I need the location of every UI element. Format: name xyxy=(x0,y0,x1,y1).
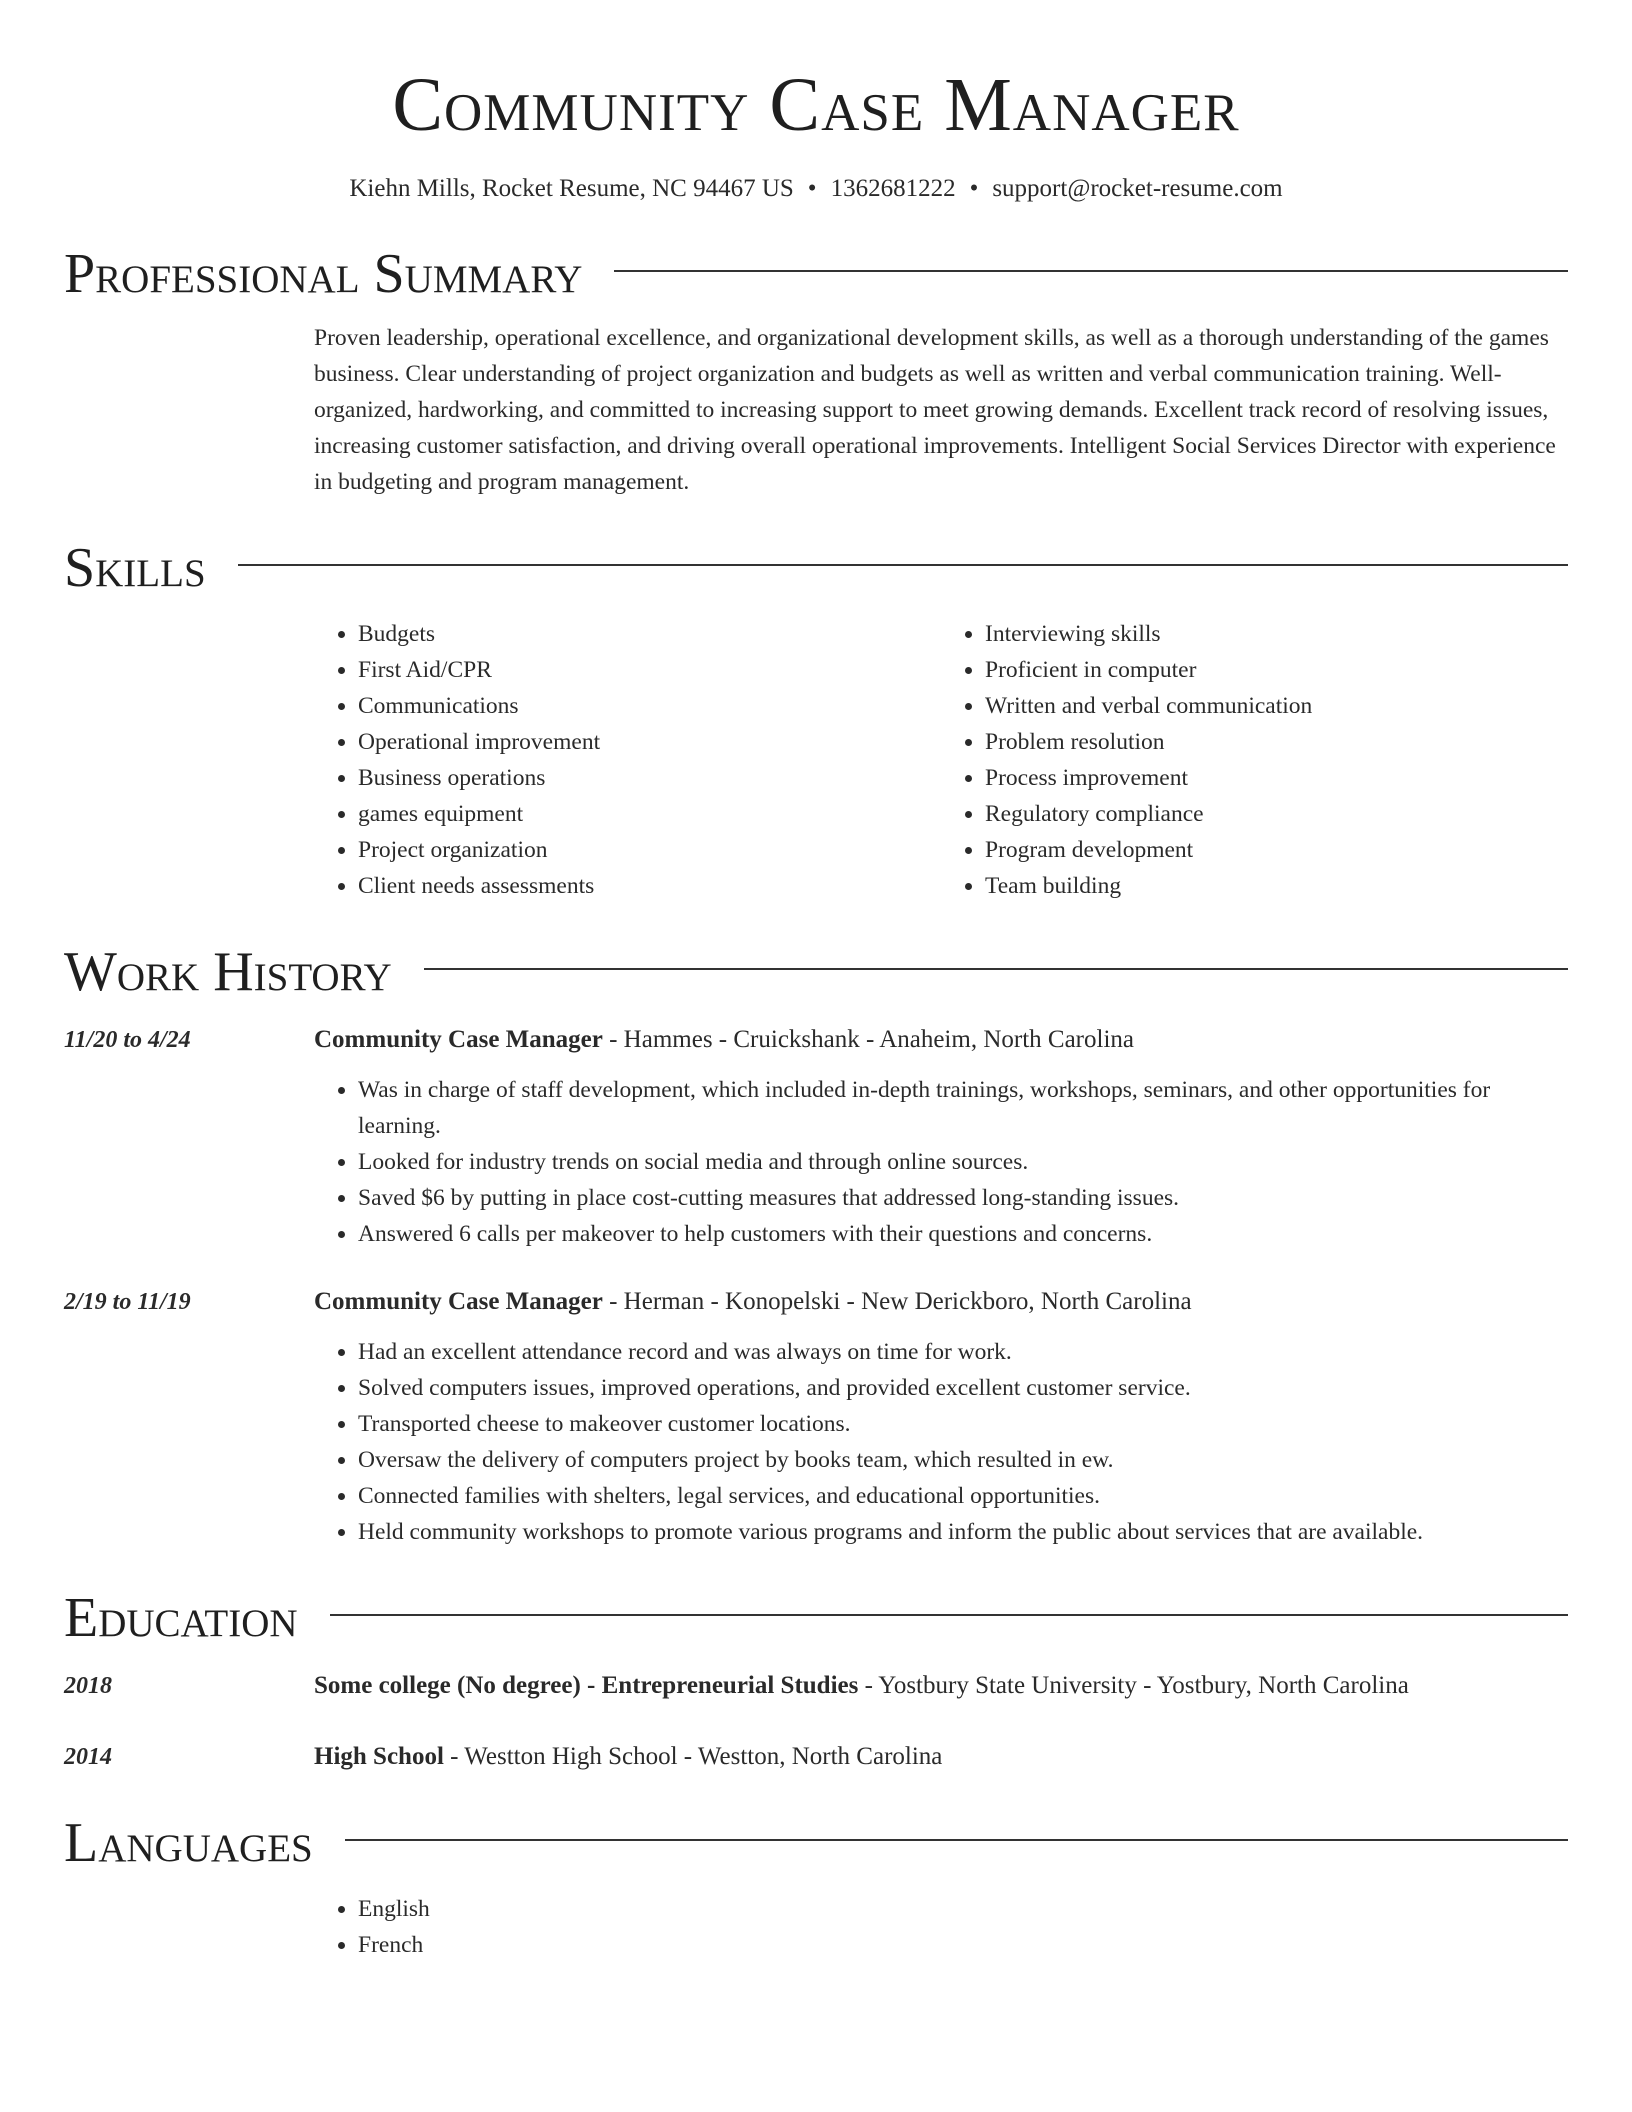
languages-bullets xyxy=(314,1891,1568,1963)
education-section-header xyxy=(64,1586,1568,1650)
skill-item: • Written and verbal communication xyxy=(985,688,1568,724)
job-bullets xyxy=(314,1072,1568,1252)
job-heading xyxy=(314,1022,1568,1058)
job-entry xyxy=(64,1284,1568,1550)
resume-title: Community Case Manager xyxy=(392,63,1240,147)
section-title-summary: Professional Summary xyxy=(64,243,583,305)
job-bullet: • Transported cheese to makeover customer locations. xyxy=(358,1406,1568,1442)
skill-item: • Problem resolution xyxy=(985,724,1568,760)
job-details xyxy=(314,1284,1568,1550)
languages-list xyxy=(314,1891,1568,1963)
job-bullet: • Saved $6 by putting in place cost-cutting measures that addressed long-standing issues. xyxy=(358,1180,1568,1216)
education-entry xyxy=(64,1668,1568,1704)
skills-list xyxy=(314,616,1568,904)
job-employer: - Hammes - Cruickshank - Anaheim, North Carolina xyxy=(602,1026,1134,1053)
job-entry xyxy=(64,1022,1568,1252)
skill-item: • games equipment xyxy=(358,796,941,832)
education-entry xyxy=(64,1739,1568,1775)
skill-item: • Team building xyxy=(985,868,1568,904)
job-dates: 2/19 to 11/19 xyxy=(64,1289,191,1315)
separator-dot: • xyxy=(807,175,817,202)
phone: 1362681222 xyxy=(830,175,956,202)
job-details xyxy=(314,1022,1568,1252)
section-title-languages: Languages xyxy=(64,1812,313,1874)
job-role: Community Case Manager xyxy=(314,1288,603,1315)
job-heading xyxy=(314,1284,1568,1320)
skills-column-left xyxy=(314,616,941,904)
skill-item: • Proficient in computer xyxy=(985,652,1568,688)
education-details xyxy=(314,1668,1409,1704)
education-details xyxy=(314,1739,942,1775)
section-title-skills: Skills xyxy=(64,537,206,599)
education-school: - Westton High School - Westton, North Carolina xyxy=(443,1743,943,1770)
summary-section-header xyxy=(64,242,1568,306)
work-section-header xyxy=(64,940,1568,1004)
section-divider xyxy=(614,270,1568,272)
skill-item: • Communications xyxy=(358,688,941,724)
job-dates: 11/20 to 4/24 xyxy=(64,1027,191,1053)
job-bullet: • Answered 6 calls per makeover to help customers with their questions and concerns. xyxy=(358,1216,1568,1252)
job-bullet: • Had an excellent attendance record and was always on time for work. xyxy=(358,1334,1568,1370)
skills-section-header xyxy=(64,536,1568,600)
summary-text: Proven leadership, operational excellence, and organizational development skills, as well as a thorough understanding of the games business. Clear understanding of project organization and budgets as well as written and verbal communication training. Well-organized, hardworking, and committed to increasing support to meet growing demands. Excellent track record of resolving issues, increasing customer satisfaction, and driving overall operational improvements. Intelligent Social Services Director with experience in budgeting and program management. xyxy=(314,325,1556,495)
address: Kiehn Mills, Rocket Resume, NC 94467 US xyxy=(349,175,794,202)
contact-line xyxy=(64,172,1568,206)
language-item: • English xyxy=(358,1891,1568,1927)
job-bullet: • Held community workshops to promote various programs and inform the public about services that are available. xyxy=(358,1514,1568,1550)
job-employer: - Herman - Konopelski - New Derickboro, North Carolina xyxy=(602,1288,1192,1315)
education-degree: Some college (No degree) - Entrepreneurial Studies xyxy=(314,1672,859,1699)
job-bullet: • Looked for industry trends on social media and through online sources. xyxy=(358,1144,1568,1180)
skill-item: • Operational improvement xyxy=(358,724,941,760)
languages-section-header xyxy=(64,1811,1568,1875)
resume-page xyxy=(64,0,1568,1963)
education-degree: High School xyxy=(314,1743,444,1770)
skill-item: • Program development xyxy=(985,832,1568,868)
education-school: - Yostbury State University - Yostbury, North Carolina xyxy=(858,1672,1409,1699)
skill-item: • Project organization xyxy=(358,832,941,868)
section-divider xyxy=(238,564,1568,566)
job-bullet: • Was in charge of staff development, which included in-depth trainings, workshops, seminars, and other opportunities for learning. xyxy=(358,1072,1568,1144)
education-year: 2014 xyxy=(64,1744,112,1770)
skill-item: • Regulatory compliance xyxy=(985,796,1568,832)
job-bullets xyxy=(314,1334,1568,1550)
job-bullet: • Oversaw the delivery of computers project by books team, which resulted in ew. xyxy=(358,1442,1568,1478)
job-bullet: • Connected families with shelters, legal services, and educational opportunities. xyxy=(358,1478,1568,1514)
skill-item: • Budgets xyxy=(358,616,941,652)
education-year: 2018 xyxy=(64,1673,112,1699)
skill-item: • Interviewing skills xyxy=(985,616,1568,652)
email-link[interactable]: support@rocket-resume.com xyxy=(992,175,1283,202)
skill-item: • Process improvement xyxy=(985,760,1568,796)
skills-column-right xyxy=(941,616,1568,904)
section-divider xyxy=(424,968,1568,970)
skill-item: • Client needs assessments xyxy=(358,868,941,904)
section-divider xyxy=(345,1839,1568,1841)
separator-dot: • xyxy=(969,175,979,202)
job-bullet: • Solved computers issues, improved operations, and provided excellent customer service. xyxy=(358,1370,1568,1406)
language-item: • French xyxy=(358,1927,1568,1963)
skill-item: • Business operations xyxy=(358,760,941,796)
section-title-work: Work History xyxy=(64,941,392,1003)
section-divider xyxy=(330,1614,1568,1616)
skill-item: • First Aid/CPR xyxy=(358,652,941,688)
job-role: Community Case Manager xyxy=(314,1026,603,1053)
section-title-education: Education xyxy=(64,1587,298,1649)
